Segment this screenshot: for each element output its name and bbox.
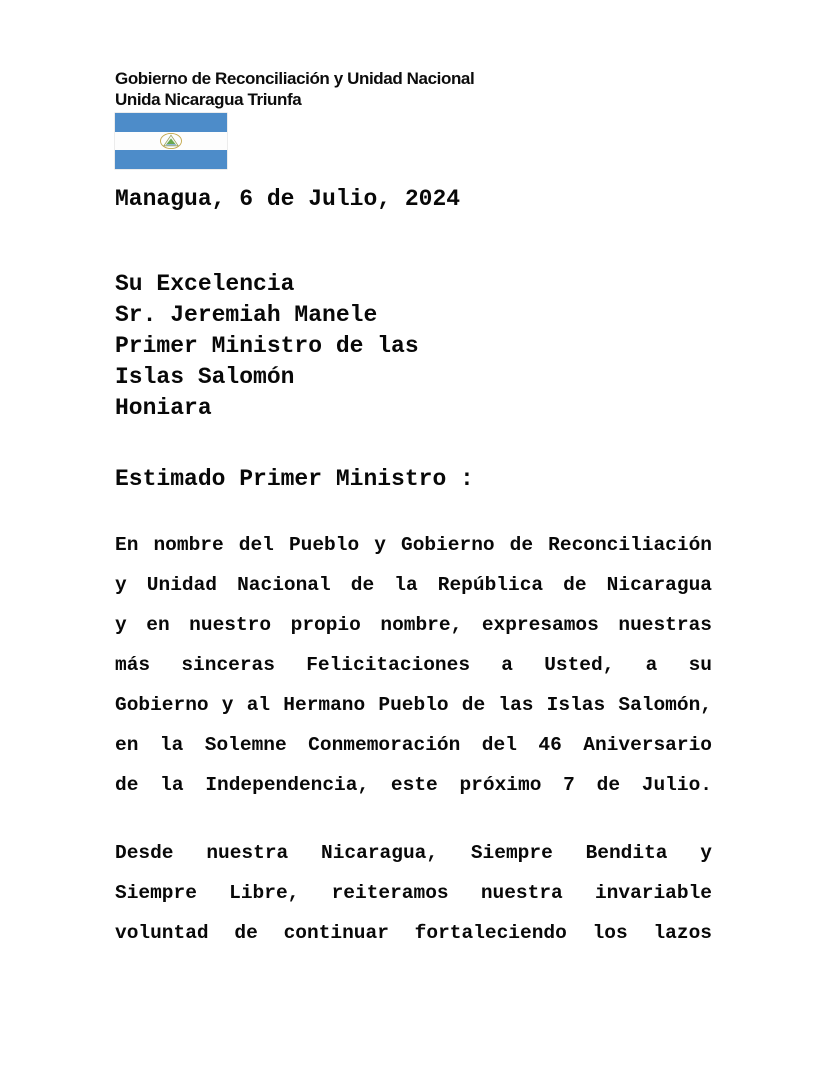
nicaragua-flag <box>115 113 227 169</box>
salutation: Estimado Primer Ministro : <box>115 466 474 492</box>
body-line: de la Independencia, este próximo 7 de Julio. <box>115 774 712 796</box>
letterhead-motto: Unida Nicaragua Triunfa <box>115 90 302 109</box>
body-line: en la Solemne Conmemoración del 46 Aniversario <box>115 734 712 756</box>
body-paragraph-2 <box>115 833 712 953</box>
body-line: Siempre Libre, reiteramos nuestra invariable <box>115 882 712 904</box>
recipient-country: Islas Salomón <box>115 364 295 390</box>
flag-coat-of-arms-icon <box>159 132 183 150</box>
body-line: y Unidad Nacional de la República de Nicaragua <box>115 574 712 596</box>
body-line: Desde nuestra Nicaragua, Siempre Bendita y <box>115 842 712 864</box>
body-line: Gobierno y al Hermano Pueblo de las Islas Salomón, <box>115 694 712 716</box>
body-line: voluntad de continuar fortaleciendo los lazos <box>115 922 712 944</box>
body-line: y en nuestro propio nombre, expresamos nuestras <box>115 614 712 636</box>
recipient-name: Sr. Jeremiah Manele <box>115 302 378 328</box>
recipient-title: Primer Ministro de las <box>115 333 419 359</box>
date-line: Managua, 6 de Julio, 2024 <box>115 186 461 212</box>
body-paragraph-1 <box>115 525 712 805</box>
letterhead-government-title: Gobierno de Reconciliación y Unidad Nacional <box>115 69 475 88</box>
letterhead <box>115 68 712 110</box>
recipient-city: Honiara <box>115 395 212 421</box>
recipient-block <box>115 269 712 424</box>
body-line: más sinceras Felicitaciones a Usted, a su <box>115 654 712 676</box>
flag-stripe-blue-bottom <box>115 150 227 169</box>
body-line: En nombre del Pueblo y Gobierno de Reconciliación <box>115 534 712 556</box>
flag-stripe-blue-top <box>115 113 227 132</box>
recipient-honorific: Su Excelencia <box>115 271 295 297</box>
